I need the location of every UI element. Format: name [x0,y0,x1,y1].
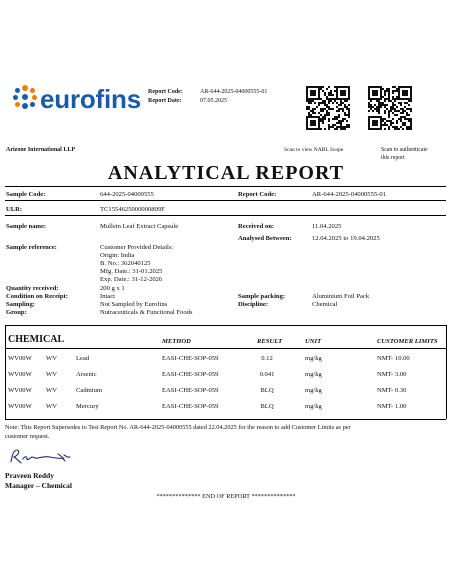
auth-caption-2: this report [381,155,405,161]
info-report-code-value: AR-644-2025-04000555-01 [312,191,386,198]
signatory-title: Manager – Chemical [5,481,72,490]
quantity-received-value: 200 g x 1 [100,285,125,292]
row-limit: NMT- 1.00 [377,403,407,410]
row-param: Arsenic [76,371,97,378]
sample-reference-line: Origin: India [100,252,135,259]
analysed-between-value: 12.04.2025 to 19.04.2025 [312,235,380,242]
result-header: RESULT [257,338,283,345]
row-limit: NMT- 0.30 [377,387,407,394]
row-unit: mg/kg [305,371,322,378]
row-result: BLQ [260,387,274,394]
end-of-report: ************** END OF REPORT ************** [156,493,296,500]
method-header: METHOD [162,338,191,345]
chemical-bottom-rule [5,419,446,420]
row-method: EASI-CHE-SOP-059 [162,371,219,378]
eurofins-logo-wordmark: eurofins [40,84,141,114]
note-line-2: customer request. [5,433,50,440]
sampling-value: Not Sampled by Eurofins [100,301,168,308]
row-unit: mg/kg [305,387,322,394]
company-name: Arizone International LLP [6,147,75,153]
row-unit: mg/kg [305,355,322,362]
report-title: ANALYTICAL REPORT [107,162,345,184]
row-method: EASI-CHE-SOP-059 [162,387,219,394]
sampling-label: Sampling: [6,301,35,308]
table-row [0,370,452,382]
limits-header: CUSTOMER LIMITS [377,338,438,345]
quantity-received-label: Quantity received: [6,285,59,292]
row-limit: NMT- 10.00 [377,355,410,362]
row-sub: WV [46,403,57,410]
row-result: BLQ [260,403,274,410]
chemical-header-rule [5,348,446,349]
sample-name-value: Mullein Leaf Extract Capsule [100,223,179,230]
header-report-date: 07.05.2025 [200,98,227,104]
row-limit: NMT- 3.00 [377,371,407,378]
header-report-code: AR-644-2025-04000555-01 [200,89,268,95]
row-result: 0.12 [261,355,273,362]
table-row [0,386,452,398]
nabl-caption: Scan to view NABL Scope [284,147,344,153]
ulr-value: TC1554625000000809F [100,206,165,213]
analysed-between-label: Analysed Between: [238,235,292,242]
discipline-value: Chemical [312,301,338,308]
ulr-label: ULR: [6,206,23,213]
row-code: WV00W [8,371,32,378]
sample-reference-label: Sample reference: [6,244,57,251]
sample-name-label: Sample name: [6,223,47,230]
received-on-label: Received on: [238,223,275,230]
row-param: Cadmium [76,387,103,394]
row-method: EASI-CHE-SOP-059 [162,355,219,362]
auth-caption-1: Scan to authenticate [381,147,428,153]
header-report-date-label: Report Date: [148,98,182,104]
condition-value: Intact [100,293,116,300]
row-code: WV00W [8,387,32,394]
sample-reference-line: Exp. Date.: 31-12-2026 [100,276,163,283]
sample-code-value: 644-2025-04000555 [100,191,154,198]
info-top-rule [5,186,446,187]
sample-reference-line: B. No.: 362040125 [100,260,151,267]
sample-packing-label: Sample packing: [238,293,286,300]
discipline-label: Discipline: [238,301,269,308]
sample-packing-value: Aluminium Foil Pack [312,293,370,300]
condition-label: Condition on Receipt: [6,293,68,300]
unit-header: UNIT [305,338,322,345]
eurofins-logo-mark [13,85,37,109]
group-value: Nutraceuticals & Functional Foods [100,309,193,316]
info-rule-2 [5,215,446,216]
sample-reference-line: Mfg. Date.: 31-01.2025 [100,268,163,275]
row-param: Mercury [76,403,99,410]
note-line-1: Note: This Report Supersedes to Test Report No. AR-644-2025-04000555 dated 22.04.2025 for the reason to add Customer Limits as per [5,424,351,431]
table-row [0,402,452,414]
row-code: WV00W [8,355,32,362]
received-on-value: 11.04.2025 [312,223,342,230]
row-param: Lead [76,355,90,362]
signatory-name: Praveen Reddy [5,471,54,480]
row-sub: WV [46,355,57,362]
header-report-code-label: Report Code: [148,89,183,95]
chemical-section-title: CHEMICAL [8,334,65,345]
nabl-qr-code[interactable] [306,86,350,130]
chemical-top-rule [5,325,446,326]
signature-image [8,447,78,467]
table-row [0,354,452,366]
row-sub: WV [46,371,57,378]
sample-code-label: Sample Code: [6,191,46,198]
info-rule-1 [5,200,446,201]
authenticate-qr-code[interactable] [368,86,412,130]
row-sub: WV [46,387,57,394]
row-code: WV00W [8,403,32,410]
info-report-code-label: Report Code: [238,191,277,198]
row-unit: mg/kg [305,403,322,410]
sample-reference-line: Customer Provided Details: [100,244,174,251]
row-result: 0.041 [259,371,275,378]
group-label: Group: [6,309,27,316]
row-method: EASI-CHE-SOP-059 [162,403,219,410]
